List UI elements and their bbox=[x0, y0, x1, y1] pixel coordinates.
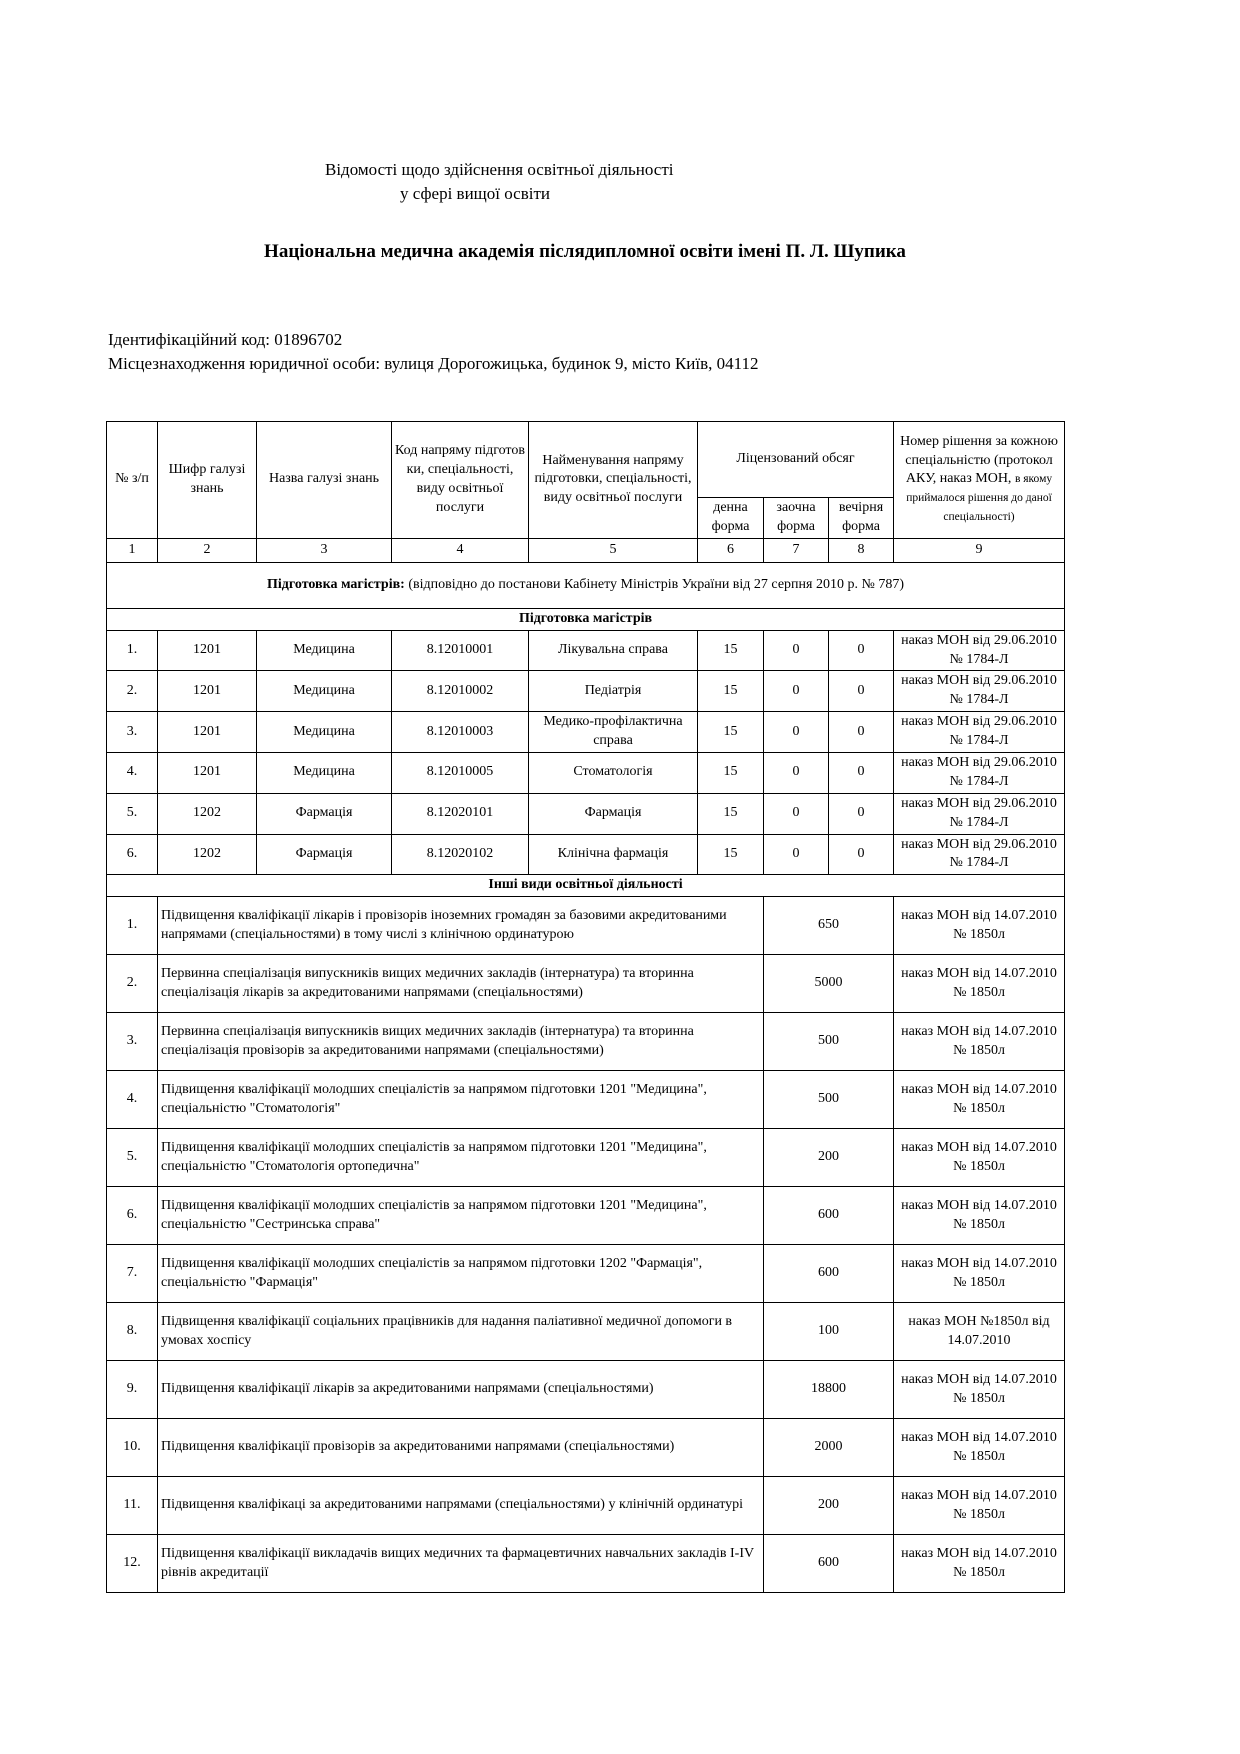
other-activity-row bbox=[107, 1187, 1065, 1245]
row-number: 1. bbox=[107, 897, 158, 955]
evening-form-volume: 0 bbox=[829, 671, 894, 712]
spec-code: 8.12010003 bbox=[392, 712, 529, 753]
column-number: 4 bbox=[392, 538, 529, 562]
header-day-form: денна форма bbox=[698, 498, 764, 539]
decision: наказ МОН від 14.07.2010 № 1850л bbox=[894, 1245, 1065, 1303]
other-activity-row bbox=[107, 1535, 1065, 1593]
masters-note-row bbox=[107, 562, 1065, 608]
correspondence-form-volume: 0 bbox=[764, 712, 829, 753]
field-code: 1201 bbox=[158, 671, 257, 712]
field-code: 1201 bbox=[158, 712, 257, 753]
other-heading-row bbox=[107, 875, 1065, 897]
row-number: 7. bbox=[107, 1245, 158, 1303]
column-number: 8 bbox=[829, 538, 894, 562]
header-decision-small: в якому приймалося рішення до даної спеціальності) bbox=[906, 473, 1053, 524]
row-number: 2. bbox=[107, 955, 158, 1013]
decision: наказ МОН від 14.07.2010 № 1850л bbox=[894, 1361, 1065, 1419]
column-number: 2 bbox=[158, 538, 257, 562]
masters-row bbox=[107, 793, 1065, 834]
masters-note-text: (відповідно до постанови Кабінету Міністрів України від 27 серпня 2010 р. № 787) bbox=[404, 576, 904, 592]
row-number: 8. bbox=[107, 1303, 158, 1361]
column-number: 1 bbox=[107, 538, 158, 562]
activity-description: Первинна спеціалізація випускників вищих медичних закладів (інтернатура) та вторинна спеціалізація лікарів за акредитованими напрямами (спеціальностями) bbox=[158, 955, 764, 1013]
other-activity-row bbox=[107, 1071, 1065, 1129]
other-activities-heading: Інші види освітньої діяльності bbox=[107, 875, 1065, 897]
spec-name: Клінічна фармація bbox=[529, 834, 698, 875]
header-field-name: Назва галузі знань bbox=[257, 422, 392, 539]
other-activity-row bbox=[107, 1013, 1065, 1071]
decision: наказ МОН від 29.06.2010 № 1784-Л bbox=[894, 630, 1065, 671]
spec-name: Педіатрія bbox=[529, 671, 698, 712]
row-number: 4. bbox=[107, 753, 158, 794]
licensed-volume: 600 bbox=[764, 1245, 894, 1303]
header-decision bbox=[894, 422, 1065, 539]
field-code: 1202 bbox=[158, 834, 257, 875]
decision: наказ МОН від 14.07.2010 № 1850л bbox=[894, 1477, 1065, 1535]
field-code: 1201 bbox=[158, 753, 257, 794]
correspondence-form-volume: 0 bbox=[764, 834, 829, 875]
day-form-volume: 15 bbox=[698, 793, 764, 834]
field-code: 1202 bbox=[158, 793, 257, 834]
column-number: 6 bbox=[698, 538, 764, 562]
masters-row bbox=[107, 834, 1065, 875]
masters-row bbox=[107, 630, 1065, 671]
decision: наказ МОН від 14.07.2010 № 1850л bbox=[894, 1071, 1065, 1129]
decision: наказ МОН від 14.07.2010 № 1850л bbox=[894, 1535, 1065, 1593]
field-name: Фармація bbox=[257, 793, 392, 834]
licensed-volume: 650 bbox=[764, 897, 894, 955]
activity-description: Підвищення кваліфікації соціальних працівників для надання паліативної медичної допомоги в умовах хоспісу bbox=[158, 1303, 764, 1361]
correspondence-form-volume: 0 bbox=[764, 630, 829, 671]
licensed-volume: 200 bbox=[764, 1129, 894, 1187]
masters-note bbox=[107, 562, 1065, 608]
other-activity-row bbox=[107, 1361, 1065, 1419]
document-title: Національна медична академія післядипломної освіти імені П. Л. Шупика bbox=[264, 241, 906, 262]
spec-code: 8.12010001 bbox=[392, 630, 529, 671]
activity-description: Підвищення кваліфікації молодших спеціалістів за напрямом підготовки 1201 "Медицина", спеціальністю "Сестринська справа" bbox=[158, 1187, 764, 1245]
licensed-volume: 100 bbox=[764, 1303, 894, 1361]
header-field-code: Шифр галузі знань bbox=[158, 422, 257, 539]
masters-heading: Підготовка магістрів bbox=[107, 608, 1065, 630]
spec-name: Лікувальна справа bbox=[529, 630, 698, 671]
licensed-volume: 500 bbox=[764, 1013, 894, 1071]
spec-code: 8.12020102 bbox=[392, 834, 529, 875]
field-name: Медицина bbox=[257, 712, 392, 753]
column-number: 9 bbox=[894, 538, 1065, 562]
row-number: 1. bbox=[107, 630, 158, 671]
other-activity-row bbox=[107, 955, 1065, 1013]
masters-note-bold: Підготовка магістрів: bbox=[267, 576, 405, 592]
licensed-volume: 600 bbox=[764, 1535, 894, 1593]
decision: наказ МОН від 14.07.2010 № 1850л bbox=[894, 1419, 1065, 1477]
day-form-volume: 15 bbox=[698, 630, 764, 671]
day-form-volume: 15 bbox=[698, 834, 764, 875]
legal-address: Місцезнаходження юридичної особи: вулиця Дорогожицька, будинок 9, місто Київ, 04112 bbox=[108, 354, 759, 373]
spec-name: Медико-профілактична справа bbox=[529, 712, 698, 753]
id-code: Ідентифікаційний код: 01896702 bbox=[108, 330, 343, 349]
field-code: 1201 bbox=[158, 630, 257, 671]
row-number: 12. bbox=[107, 1535, 158, 1593]
masters-row bbox=[107, 712, 1065, 753]
decision: наказ МОН від 29.06.2010 № 1784-Л bbox=[894, 793, 1065, 834]
header-decision-main: Номер рішення за кожною спеціальністю (протокол АКУ, наказ МОН, bbox=[900, 433, 1058, 487]
evening-form-volume: 0 bbox=[829, 834, 894, 875]
spec-name: Стоматологія bbox=[529, 753, 698, 794]
masters-heading-row bbox=[107, 608, 1065, 630]
activity-description: Підвищення кваліфікації лікарів і провізорів іноземних громадян за базовими акредитованими напрямами (спеціальностями) в тому числі з клінічною ординатурою bbox=[158, 897, 764, 955]
row-number: 2. bbox=[107, 671, 158, 712]
licensed-volume: 2000 bbox=[764, 1419, 894, 1477]
licensed-volume: 600 bbox=[764, 1187, 894, 1245]
masters-row bbox=[107, 753, 1065, 794]
activity-description: Підвищення кваліфікації молодших спеціалістів за напрямом підготовки 1201 "Медицина", спеціальністю "Стоматологія" bbox=[158, 1071, 764, 1129]
evening-form-volume: 0 bbox=[829, 793, 894, 834]
licensed-volume: 18800 bbox=[764, 1361, 894, 1419]
correspondence-form-volume: 0 bbox=[764, 753, 829, 794]
row-number: 5. bbox=[107, 1129, 158, 1187]
spec-code: 8.12010005 bbox=[392, 753, 529, 794]
row-number: 10. bbox=[107, 1419, 158, 1477]
header-spec-code: Код напряму підготов ки, спеціальності, виду освітньої послуги bbox=[392, 422, 529, 539]
activity-description: Підвищення кваліфікації молодших спеціалістів за напрямом підготовки 1201 "Медицина", спеціальністю "Стоматологія ортопедична" bbox=[158, 1129, 764, 1187]
other-activity-row bbox=[107, 1129, 1065, 1187]
field-name: Медицина bbox=[257, 671, 392, 712]
header-correspondence-form: заочна форма bbox=[764, 498, 829, 539]
row-number: 5. bbox=[107, 793, 158, 834]
header-row bbox=[107, 422, 1065, 498]
licensed-volume: 500 bbox=[764, 1071, 894, 1129]
column-number: 7 bbox=[764, 538, 829, 562]
header-licensed-volume: Ліцензований обсяг bbox=[698, 422, 894, 498]
licensed-volume: 5000 bbox=[764, 955, 894, 1013]
decision: наказ МОН від 29.06.2010 № 1784-Л bbox=[894, 671, 1065, 712]
decision: наказ МОН від 14.07.2010 № 1850л bbox=[894, 1013, 1065, 1071]
row-number: 9. bbox=[107, 1361, 158, 1419]
evening-form-volume: 0 bbox=[829, 753, 894, 794]
other-activity-row bbox=[107, 897, 1065, 955]
other-activity-row bbox=[107, 1477, 1065, 1535]
decision: наказ МОН від 29.06.2010 № 1784-Л bbox=[894, 753, 1065, 794]
activity-description: Підвищення кваліфікаці за акредитованими напрямами (спеціальностями) у клінічній ординатурі bbox=[158, 1477, 764, 1535]
correspondence-form-volume: 0 bbox=[764, 793, 829, 834]
field-name: Медицина bbox=[257, 753, 392, 794]
header-line-1: Відомості щодо здійснення освітньої діяльності bbox=[325, 160, 674, 179]
evening-form-volume: 0 bbox=[829, 630, 894, 671]
activity-description: Первинна спеціалізація випускників вищих медичних закладів (інтернатура) та вторинна спеціалізація провізорів за акредитованими напрямами (спеціальностями) bbox=[158, 1013, 764, 1071]
decision: наказ МОН від 14.07.2010 № 1850л bbox=[894, 1129, 1065, 1187]
activity-description: Підвищення кваліфікації викладачів вищих медичних та фармацевтичних навчальних закладів I-IV рівнів акредитації bbox=[158, 1535, 764, 1593]
header-spec-name: Найменування напряму підготовки, спеціальності, виду освітньої послуги bbox=[529, 422, 698, 539]
decision: наказ МОН від 29.06.2010 № 1784-Л bbox=[894, 712, 1065, 753]
evening-form-volume: 0 bbox=[829, 712, 894, 753]
licensed-volume: 200 bbox=[764, 1477, 894, 1535]
spec-name: Фармація bbox=[529, 793, 698, 834]
header-evening-form: вечірня форма bbox=[829, 498, 894, 539]
row-number: 3. bbox=[107, 1013, 158, 1071]
column-number: 3 bbox=[257, 538, 392, 562]
other-activity-row bbox=[107, 1419, 1065, 1477]
activity-description: Підвищення кваліфікації лікарів за акредитованими напрямами (спеціальностями) bbox=[158, 1361, 764, 1419]
decision: наказ МОН від 29.06.2010 № 1784-Л bbox=[894, 834, 1065, 875]
column-numbers-row bbox=[107, 538, 1065, 562]
decision: наказ МОН від 14.07.2010 № 1850л bbox=[894, 1187, 1065, 1245]
day-form-volume: 15 bbox=[698, 753, 764, 794]
decision: наказ МОН від 14.07.2010 № 1850л bbox=[894, 897, 1065, 955]
header-num: № з/п bbox=[107, 422, 158, 539]
decision: наказ МОН №1850л від 14.07.2010 bbox=[894, 1303, 1065, 1361]
activity-description: Підвищення кваліфікації молодших спеціалістів за напрямом підготовки 1202 "Фармація", спеціальністю "Фармація" bbox=[158, 1245, 764, 1303]
day-form-volume: 15 bbox=[698, 671, 764, 712]
education-activity-table bbox=[106, 421, 1065, 1593]
field-name: Фармація bbox=[257, 834, 392, 875]
row-number: 11. bbox=[107, 1477, 158, 1535]
column-number: 5 bbox=[529, 538, 698, 562]
decision: наказ МОН від 14.07.2010 № 1850л bbox=[894, 955, 1065, 1013]
row-number: 6. bbox=[107, 1187, 158, 1245]
spec-code: 8.12020101 bbox=[392, 793, 529, 834]
spec-code: 8.12010002 bbox=[392, 671, 529, 712]
masters-row bbox=[107, 671, 1065, 712]
correspondence-form-volume: 0 bbox=[764, 671, 829, 712]
day-form-volume: 15 bbox=[698, 712, 764, 753]
row-number: 6. bbox=[107, 834, 158, 875]
field-name: Медицина bbox=[257, 630, 392, 671]
activity-description: Підвищення кваліфікації провізорів за акредитованими напрямами (спеціальностями) bbox=[158, 1419, 764, 1477]
row-number: 3. bbox=[107, 712, 158, 753]
header-line-2: у сфері вищої освіти bbox=[400, 184, 550, 203]
other-activity-row bbox=[107, 1303, 1065, 1361]
other-activity-row bbox=[107, 1245, 1065, 1303]
row-number: 4. bbox=[107, 1071, 158, 1129]
